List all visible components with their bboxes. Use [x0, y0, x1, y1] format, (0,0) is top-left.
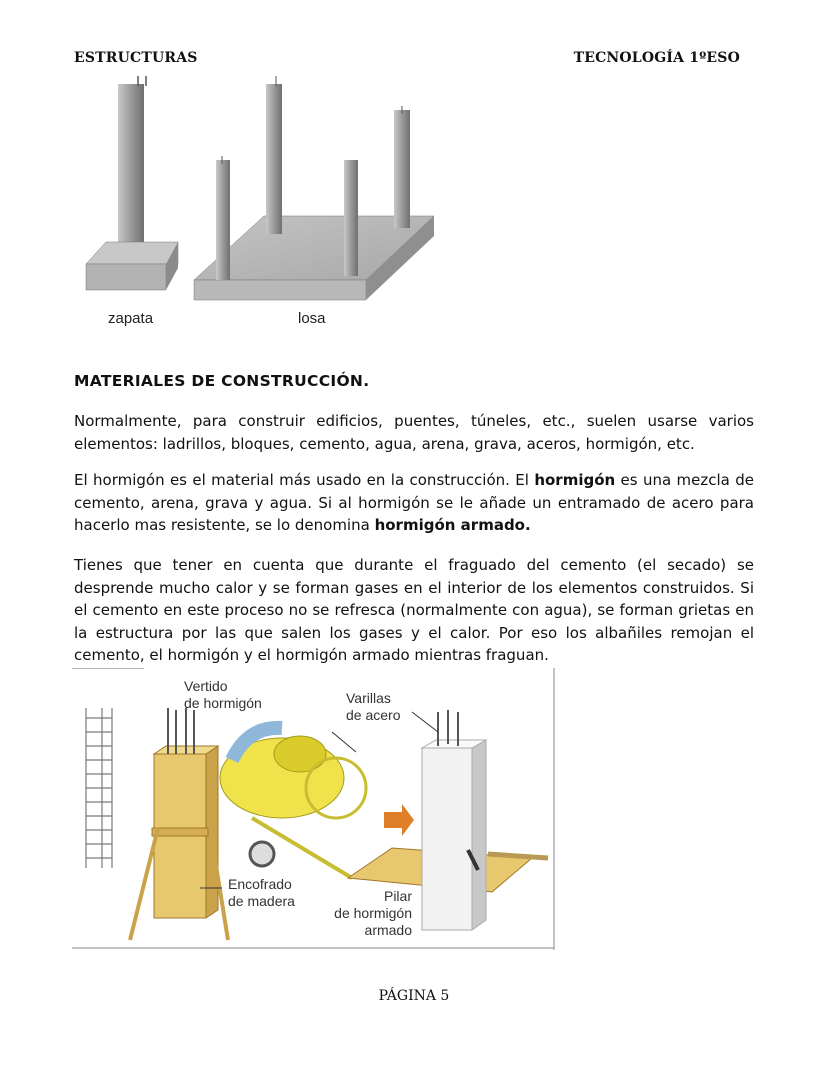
- paragraph-1: Normalmente, para construir edificios, puentes, túneles, etc., suelen usarse varios elementos: ladrillos, bloques, cemento, agua, arena, grava, aceros, hormigón, etc.: [74, 412, 754, 453]
- label-varillas: Varillas de acero: [346, 690, 401, 723]
- paragraph-2: [74, 469, 754, 537]
- figure-zapata-losa: [76, 76, 446, 338]
- foundation-illustration: [76, 76, 446, 338]
- figure-hormigon-armado: [72, 668, 556, 950]
- paragraph-2-text-a: El hormigón es el material más usado en la construcción. El: [74, 471, 535, 489]
- label-zapata: zapata: [108, 310, 154, 327]
- paragraph-2-bold-b: hormigón armado.: [374, 516, 531, 534]
- label-pilar: Pilar de hormigón armado: [334, 888, 412, 938]
- header-course: TECNOLOGÍA 1ºESO: [573, 50, 740, 66]
- paragraph-2-bold-a: hormigón: [534, 471, 616, 489]
- section-title: MATERIALES DE CONSTRUCCIÓN.: [74, 372, 370, 390]
- paragraph-2-text-b: es una mezcla de cemento, arena, grava y agua. Si al hormigón se le añade un entramado de acero para hacerlo mas resistente, se lo denomina: [74, 471, 754, 534]
- label-vertido: Vertido de hormigón: [184, 678, 262, 711]
- reinforced-concrete-illustration: [72, 668, 556, 950]
- header-subject: ESTRUCTURAS: [74, 50, 198, 66]
- label-encofrado: Encofrado de madera: [228, 876, 295, 909]
- label-losa: losa: [298, 310, 326, 327]
- page-number: PÁGINA 5: [378, 988, 450, 1004]
- paragraph-3: Tienes que tener en cuenta que durante el fraguado del cemento (el secado) se desprende mucho calor y se forman gases en el interior de los elementos construidos. Si el cemento en este proceso no se refresca (normalmente con agua), se forman grietas en la estructura por las que salen los gases y el calor. Por eso los albañiles remojan el cemento, el hormigón y el hormigón armado mientras fraguan.: [74, 556, 754, 664]
